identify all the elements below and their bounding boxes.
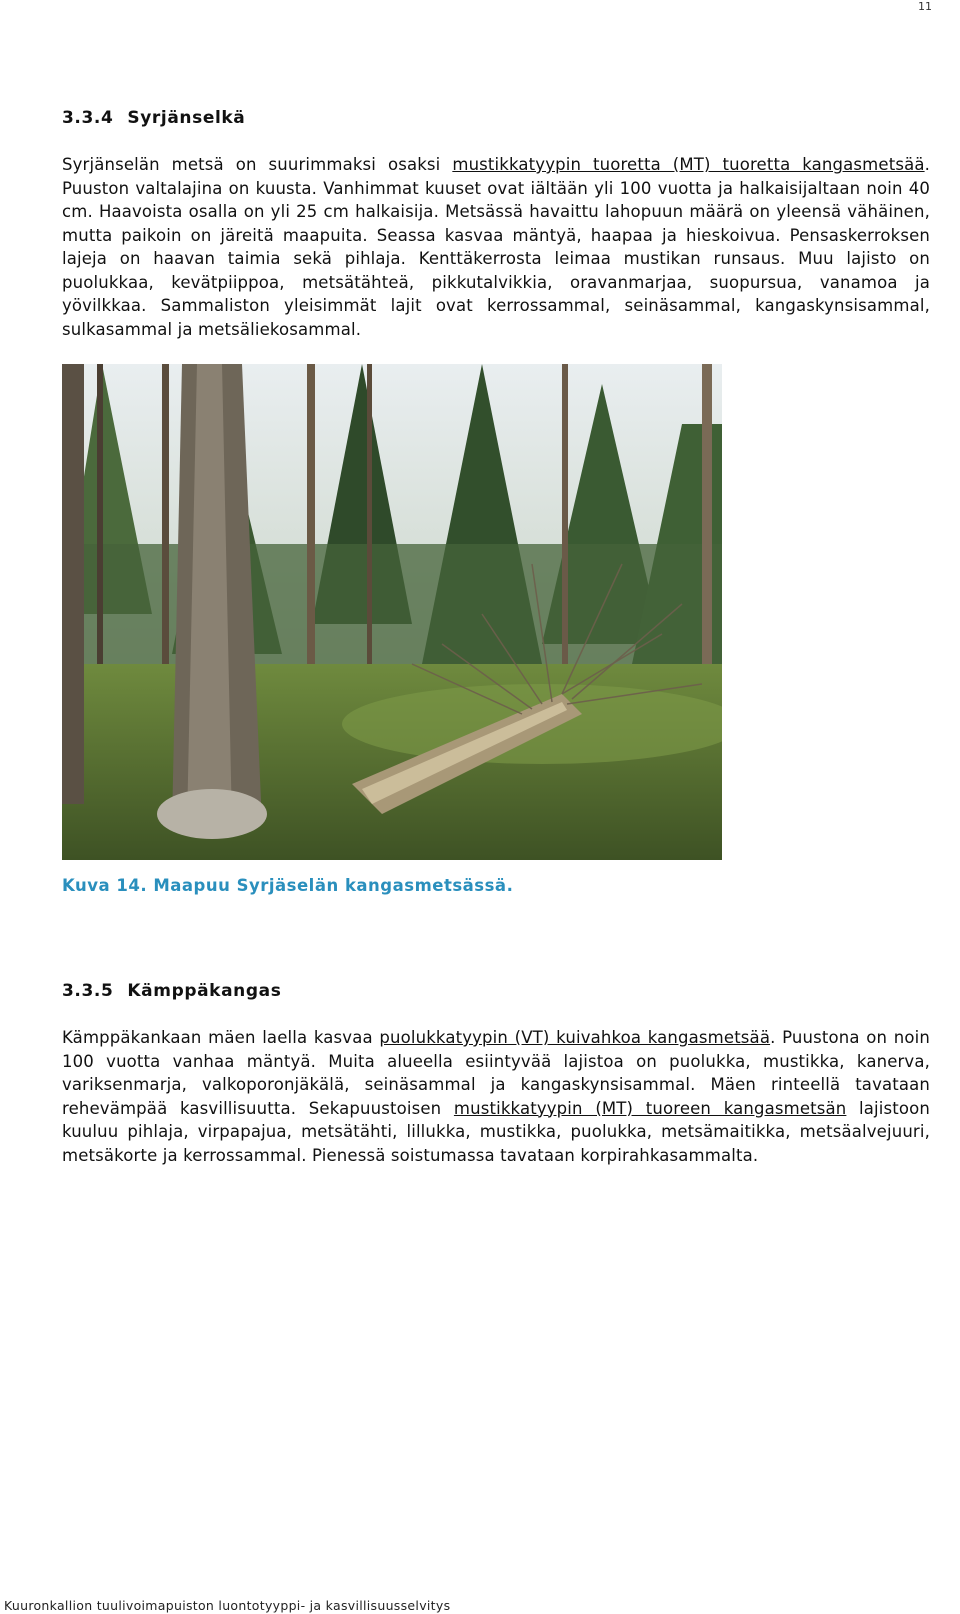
paragraph-text: Syrjänselän metsä on suurimmaksi osaksi [62, 155, 453, 174]
forest-photo [62, 364, 722, 860]
paragraph-text: lajistoon kuuluu pihlaja, virpapajua, metsätähti, lillukka, mustikka, puolukka, metsämaitikka, metsäalvejuuri, metsäkorte ja kerrossammal. Pienessä soistumassa tavataan korpirahkasammalta. [62, 1098, 930, 1165]
habitat-link-vt[interactable]: puolukkatyypin (VT) kuivahkoa kangasmetsää [379, 1028, 771, 1047]
paragraph-text: . Puuston valtalajina on kuusta. Vanhimmat kuuset ovat iältään yli 100 vuotta ja halkaisijaltaan noin 40 cm. Haavoista osalla on yli 25 cm halkaisija. Metsässä havaittu lahopuun määrä on yleensä vähäinen, mutta paikoin on järeitä maapuita. Seassa kasvaa mäntyä, haapaa ja hieskoivua. Pensaskerroksen lajeja on haavan taimia sekä pihlaja. Kenttäkerrosta leimaa mustikan runsaus. Muu lajisto on puolukkaa, kevätpiippoa, metsätähteä, pikkutalvikkia, oravanmarjaa, suopursua, vanamoa ja yövilkkaa. Sammaliston yleisimmät lajit ovat kerrossammal, seinäsammal, kangaskynsisammal, sulkasammal ja metsäliekosammal. [62, 155, 930, 339]
section-heading-syrjanselka [62, 108, 245, 128]
section-title: Syrjänselkä [127, 108, 246, 128]
paragraph-text: Kämppäkankaan mäen laella kasvaa [62, 1028, 380, 1047]
habitat-link-mt[interactable]: mustikkatyypin tuoretta (MT) tuoretta kangasmetsää [452, 155, 925, 174]
section-number: 3.3.5 [62, 981, 114, 1001]
paragraph-text: . Puustona on noin 100 vuotta vanhaa mäntyä. Muita alueella esiintyvää lajistoa on puolukka, mustikka, kanerva, variksenmarja, valkoporonjäkälä, seinäsammal ja kangaskynsisammal. Mäen rinteellä tavataan rehevämpää kasvillisuutta. Sekapuustoisen [62, 1028, 930, 1118]
section-heading-kamppakangas [62, 981, 281, 1001]
paragraph-syrjanselka [62, 153, 930, 341]
page-footer: Kuuronkallion tuulivoimapuiston luontotyyppi- ja kasvillisuusselvitys [4, 1598, 451, 1613]
section-number: 3.3.4 [62, 108, 114, 128]
habitat-link-mt[interactable]: mustikkatyypin (MT) tuoreen kangasmetsän [453, 1098, 847, 1118]
section-title: Kämppäkangas [127, 981, 282, 1001]
figure-caption: Kuva 14. Maapuu Syrjäselän kangasmetsässä. [62, 876, 514, 895]
page-number: 11 [918, 0, 932, 13]
paragraph-kamppakangas [62, 1026, 930, 1167]
